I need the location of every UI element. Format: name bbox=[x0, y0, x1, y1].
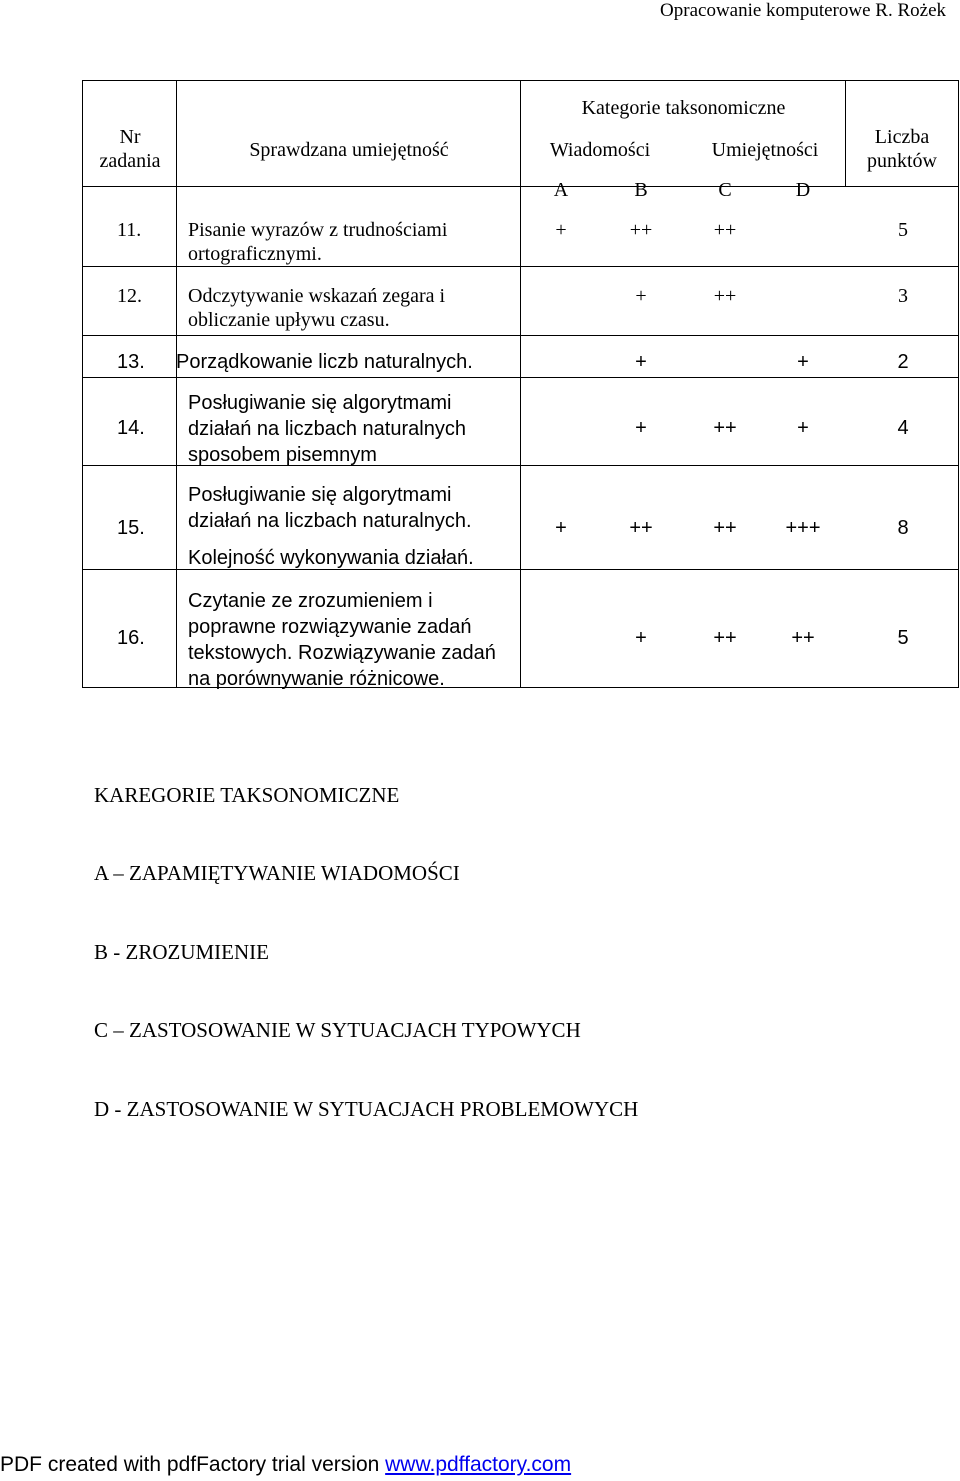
row-skill bbox=[188, 588, 496, 692]
row-line bbox=[82, 266, 959, 267]
skill-line: Kolejność wykonywania działań. bbox=[188, 547, 474, 569]
header-category-b: B bbox=[634, 179, 648, 201]
skill-line: obliczanie upływu czasu. bbox=[188, 309, 390, 331]
row-line bbox=[82, 186, 959, 187]
skill-line: Posługiwanie się algorytmami bbox=[188, 392, 452, 414]
cell-d: + bbox=[797, 351, 809, 373]
header-categories: Kategorie taksonomiczne bbox=[581, 97, 786, 119]
header-category-d: D bbox=[795, 179, 811, 201]
cell-c: ++ bbox=[713, 517, 737, 539]
page-header-credit: Opracowanie komputerowe R. Rożek bbox=[660, 0, 946, 21]
legend-item-a: A – ZAPAMIĘTYWANIE WIADOMOŚCI bbox=[94, 861, 460, 885]
footer-text: PDF created with pdfFactory trial version bbox=[0, 1453, 386, 1476]
legend-title: KAREGORIE TAKSONOMICZNE bbox=[94, 783, 400, 807]
skill-line: Odczytywanie wskazań zegara i bbox=[188, 285, 446, 307]
skill-line: działań na liczbach naturalnych. bbox=[188, 510, 472, 532]
header-skill: Sprawdzana umiejętność bbox=[249, 139, 449, 161]
row-skill bbox=[188, 218, 447, 266]
row-number: 16. bbox=[117, 627, 145, 649]
row-skill bbox=[188, 390, 466, 468]
cell-points: 5 bbox=[898, 219, 908, 241]
cell-b: + bbox=[635, 627, 647, 649]
row-skill bbox=[176, 350, 473, 374]
skill-line: Porządkowanie liczb naturalnych. bbox=[176, 351, 473, 373]
row-number: 14. bbox=[117, 417, 145, 439]
header-nr-line: Nr bbox=[119, 126, 141, 148]
cell-a: + bbox=[555, 219, 567, 241]
cell-c: ++ bbox=[713, 285, 737, 307]
cell-b: ++ bbox=[629, 517, 653, 539]
row-line bbox=[82, 335, 959, 336]
table-border-right bbox=[958, 80, 959, 688]
row-number: 12. bbox=[117, 285, 142, 307]
cell-b: + bbox=[635, 417, 647, 439]
skill-line: tekstowych. Rozwiązywanie zadań bbox=[188, 642, 496, 664]
legend-item-c: C – ZASTOSOWANIE W SYTUACJACH TYPOWYCH bbox=[94, 1018, 581, 1042]
skill-line: sposobem pisemnym bbox=[188, 444, 377, 466]
row-number: 11. bbox=[117, 219, 142, 241]
cell-d: ++ bbox=[791, 627, 815, 649]
skill-line: Czytanie ze zrozumieniem i bbox=[188, 590, 433, 612]
row-number: 13. bbox=[117, 351, 145, 373]
cell-c: ++ bbox=[713, 417, 737, 439]
cell-d: + bbox=[797, 417, 809, 439]
cell-points: 2 bbox=[897, 351, 909, 373]
cell-b: ++ bbox=[629, 219, 653, 241]
skill-line: poprawne rozwiązywanie zadań bbox=[188, 616, 472, 638]
pdf-footer bbox=[0, 1453, 571, 1477]
header-category-a: A bbox=[553, 179, 569, 201]
table-divider-skill bbox=[520, 80, 521, 688]
cell-b: + bbox=[635, 285, 647, 307]
header-points-line: punktów bbox=[867, 150, 937, 172]
row-skill bbox=[188, 482, 474, 570]
header-nr bbox=[83, 125, 177, 173]
header-nr-line: zadania bbox=[99, 150, 161, 172]
cell-d: +++ bbox=[785, 517, 821, 539]
header-points bbox=[846, 125, 958, 173]
cell-c: ++ bbox=[713, 627, 737, 649]
row-skill bbox=[188, 284, 445, 332]
header-category-c: C bbox=[718, 179, 732, 201]
skill-line: ortograficznymi. bbox=[188, 243, 322, 265]
skill-line: Posługiwanie się algorytmami bbox=[188, 484, 452, 506]
cell-points: 3 bbox=[898, 285, 908, 307]
header-knowledge: Wiadomości bbox=[549, 139, 651, 161]
footer-link[interactable]: www.pdffactory.com bbox=[385, 1453, 572, 1476]
header-points-line: Liczba bbox=[874, 126, 930, 148]
cell-c: ++ bbox=[713, 219, 737, 241]
legend-item-d: D - ZASTOSOWANIE W SYTUACJACH PROBLEMOWYCH bbox=[94, 1097, 639, 1121]
skill-line: działań na liczbach naturalnych bbox=[188, 418, 466, 440]
cell-b: + bbox=[635, 351, 647, 373]
legend-item-b: B - ZROZUMIENIE bbox=[94, 940, 269, 964]
cell-points: 8 bbox=[897, 517, 909, 539]
cell-points: 4 bbox=[897, 417, 909, 439]
row-number: 15. bbox=[117, 517, 145, 539]
table-border-top bbox=[82, 80, 959, 81]
skill-line: Pisanie wyrazów z trudnościami bbox=[188, 219, 448, 241]
row-line bbox=[82, 377, 959, 378]
header-abilities: Umiejętności bbox=[711, 139, 819, 161]
skill-line: na porównywanie różnicowe. bbox=[188, 668, 445, 690]
cell-points: 5 bbox=[897, 627, 909, 649]
cell-a: + bbox=[555, 517, 567, 539]
